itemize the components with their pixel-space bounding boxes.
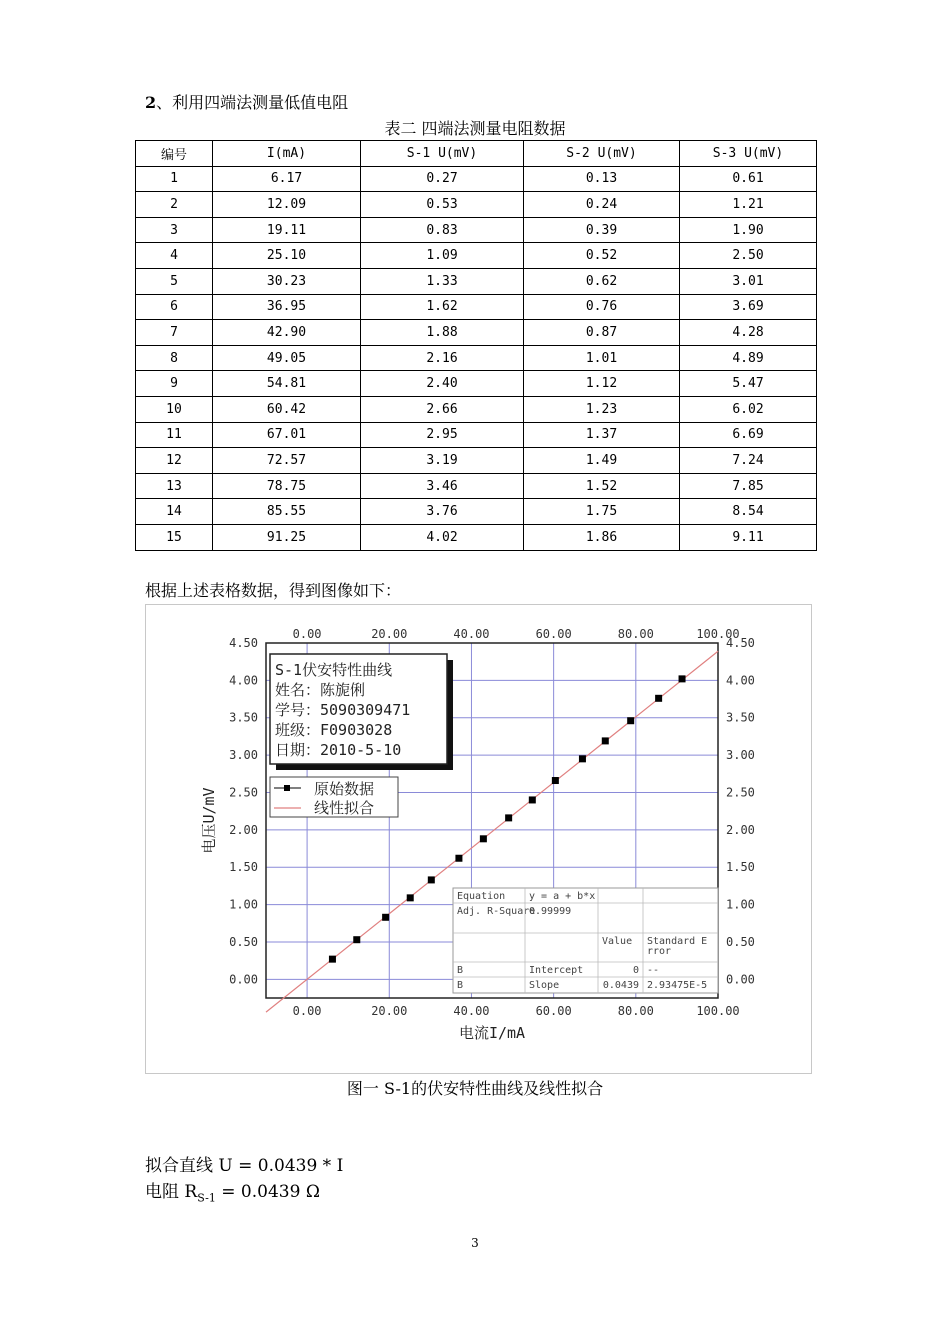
table-cell: 4 xyxy=(136,243,213,269)
fit-table-cell: B xyxy=(457,965,464,976)
x-tick-label-top: 80.00 xyxy=(617,627,654,641)
table-row xyxy=(136,243,817,269)
table-cell: 2.50 xyxy=(680,243,817,269)
table-cell: 4.02 xyxy=(361,524,524,550)
table-cell: 3 xyxy=(136,217,213,243)
y-tick-label-right: 0.00 xyxy=(726,972,755,987)
y-tick-label: 4.00 xyxy=(229,673,258,688)
table-cell: 1.01 xyxy=(524,345,680,371)
table-cell: 3.69 xyxy=(680,294,817,320)
table-cell: 0.39 xyxy=(524,217,680,243)
fit-table-cell: B xyxy=(457,980,464,991)
fit-table-cell: 2.93475E-5 xyxy=(647,980,708,991)
table-cell: 54.81 xyxy=(213,371,361,397)
col-header-s3: S-3 U(mV) xyxy=(680,141,817,167)
table-cell: 36.95 xyxy=(213,294,361,320)
x-tick-label-top: 40.00 xyxy=(453,627,490,641)
fit-table-cell: rror xyxy=(647,946,672,957)
table-cell: 1.75 xyxy=(524,499,680,525)
data-point xyxy=(353,936,360,943)
fit-table-cell: Equation xyxy=(457,891,506,902)
table-cell: 5 xyxy=(136,268,213,294)
data-point xyxy=(602,737,609,744)
x-tick-label-top: 0.00 xyxy=(292,627,322,641)
table-cell: 1.90 xyxy=(680,217,817,243)
legend-marker-square xyxy=(284,785,290,791)
table-row xyxy=(136,473,817,499)
table-row xyxy=(136,166,817,192)
y-tick-label-right: 3.50 xyxy=(726,710,755,725)
legend-label-fit: 线性拟合 xyxy=(314,799,375,817)
table-cell: 60.42 xyxy=(213,396,361,422)
table-cell: 30.23 xyxy=(213,268,361,294)
table-cell: 6 xyxy=(136,294,213,320)
section-heading: 2、利用四端法测量低值电阻 xyxy=(145,93,349,112)
table-cell: 0.27 xyxy=(361,166,524,192)
table-cell: 67.01 xyxy=(213,422,361,448)
table-row xyxy=(136,371,817,397)
data-point xyxy=(428,876,435,883)
table-cell: 5.47 xyxy=(680,371,817,397)
y-tick-label-right: 2.50 xyxy=(726,785,755,800)
info-box-line: 姓名：陈旎俐 xyxy=(275,681,366,699)
intro-text: 根据上述表格数据，得到图像如下： xyxy=(145,581,402,600)
table-cell: 1.21 xyxy=(680,192,817,218)
info-box-line: S-1伏安特性曲线 xyxy=(275,661,393,679)
y-tick-label: 0.00 xyxy=(229,972,258,987)
y-tick-label: 2.00 xyxy=(229,822,258,837)
col-header-id: 编号 xyxy=(136,141,213,167)
table-cell: 15 xyxy=(136,524,213,550)
fit-table-cell: Intercept xyxy=(529,965,584,976)
table-cell: 13 xyxy=(136,473,213,499)
table-cell: 2.40 xyxy=(361,371,524,397)
table-header-row xyxy=(136,141,817,167)
table-cell: 12.09 xyxy=(213,192,361,218)
y-axis-label: 电压U/mV xyxy=(200,787,218,854)
figure-caption: 图一 S-1的伏安特性曲线及线性拟合 xyxy=(346,1079,604,1098)
table-row xyxy=(136,396,817,422)
y-tick-label: 1.50 xyxy=(229,860,258,875)
table-cell: 1.33 xyxy=(361,268,524,294)
fit-table-cell: Standard E xyxy=(647,936,708,947)
x-tick-label-top: 60.00 xyxy=(535,627,572,641)
data-table xyxy=(135,140,817,551)
col-header-s2: S-2 U(mV) xyxy=(524,141,680,167)
x-tick-label-top: 20.00 xyxy=(371,627,408,641)
table-cell: 0.76 xyxy=(524,294,680,320)
table-row xyxy=(136,448,817,474)
chart xyxy=(146,605,811,1073)
table-cell: 0.24 xyxy=(524,192,680,218)
x-tick-label: 100.00 xyxy=(696,1004,740,1018)
x-tick-label: 20.00 xyxy=(371,1004,408,1018)
table-cell: 7 xyxy=(136,320,213,346)
table-row xyxy=(136,192,817,218)
table-row xyxy=(136,320,817,346)
table-cell: 1.88 xyxy=(361,320,524,346)
table-cell: 19.11 xyxy=(213,217,361,243)
table-row xyxy=(136,524,817,550)
y-tick-label-right: 2.00 xyxy=(726,822,755,837)
fit-table-cell: Slope xyxy=(529,980,560,991)
table-cell: 3.76 xyxy=(361,499,524,525)
data-point xyxy=(455,855,462,862)
table-cell: 0.83 xyxy=(361,217,524,243)
table-cell: 7.24 xyxy=(680,448,817,474)
table-cell: 9 xyxy=(136,371,213,397)
fit-table-cell: y = a + b*x xyxy=(529,891,596,902)
table-cell: 1.09 xyxy=(361,243,524,269)
fit-table-cell: -- xyxy=(647,965,660,976)
resistance-result: 电阻 $R_{S-1} = 0.0439$ Ω xyxy=(145,1182,320,1205)
fit-table-cell: 0.0439 xyxy=(602,980,639,991)
table-cell: 8.54 xyxy=(680,499,817,525)
table-cell: 0.53 xyxy=(361,192,524,218)
data-point xyxy=(329,956,336,963)
table-cell: 3.01 xyxy=(680,268,817,294)
table-cell: 1.23 xyxy=(524,396,680,422)
page-number: 3 xyxy=(471,1236,479,1250)
table-cell: 1.86 xyxy=(524,524,680,550)
fit-table-cell: Value xyxy=(602,936,633,947)
table-cell: 1.52 xyxy=(524,473,680,499)
table-cell: 1.12 xyxy=(524,371,680,397)
table-cell: 7.85 xyxy=(680,473,817,499)
data-point xyxy=(382,914,389,921)
data-point xyxy=(480,835,487,842)
y-tick-label-right: 3.00 xyxy=(726,748,755,763)
data-point xyxy=(552,777,559,784)
table-cell: 42.90 xyxy=(213,320,361,346)
table-row xyxy=(136,499,817,525)
y-tick-label: 0.50 xyxy=(229,934,258,949)
table-cell: 6.69 xyxy=(680,422,817,448)
info-box-line: 学号：5090309471 xyxy=(275,701,411,719)
table-cell: 8 xyxy=(136,345,213,371)
table-cell: 6.02 xyxy=(680,396,817,422)
table-row xyxy=(136,217,817,243)
table-row xyxy=(136,294,817,320)
x-tick-label: 40.00 xyxy=(453,1004,490,1018)
data-point xyxy=(679,675,686,682)
table-cell: 25.10 xyxy=(213,243,361,269)
y-tick-label: 1.00 xyxy=(229,897,258,912)
table-cell: 3.19 xyxy=(361,448,524,474)
y-tick-label: 4.50 xyxy=(229,636,258,650)
table-cell: 78.75 xyxy=(213,473,361,499)
table-cell: 85.55 xyxy=(213,499,361,525)
table-cell: 6.17 xyxy=(213,166,361,192)
y-tick-label-right: 0.50 xyxy=(726,934,755,949)
table-cell: 49.05 xyxy=(213,345,361,371)
table-cell: 2.95 xyxy=(361,422,524,448)
y-tick-label: 3.00 xyxy=(229,748,258,763)
table-cell: 72.57 xyxy=(213,448,361,474)
y-tick-label-right: 1.50 xyxy=(726,860,755,875)
y-tick-label: 2.50 xyxy=(229,785,258,800)
table-cell: 14 xyxy=(136,499,213,525)
data-point xyxy=(579,755,586,762)
data-point xyxy=(655,695,662,702)
table-cell: 0.13 xyxy=(524,166,680,192)
data-point xyxy=(407,894,414,901)
table-cell: 1.49 xyxy=(524,448,680,474)
x-axis-label: 电流I/mA xyxy=(458,1024,526,1042)
fit-table-cell: 0 xyxy=(632,965,639,976)
table-cell: 0.87 xyxy=(524,320,680,346)
table-cell: 2.66 xyxy=(361,396,524,422)
table-cell: 91.25 xyxy=(213,524,361,550)
data-point xyxy=(505,814,512,821)
col-header-s1: S-1 U(mV) xyxy=(361,141,524,167)
table-cell: 12 xyxy=(136,448,213,474)
x-tick-label: 60.00 xyxy=(535,1004,572,1018)
table-cell: 4.28 xyxy=(680,320,817,346)
table-cell: 3.46 xyxy=(361,473,524,499)
figure-frame xyxy=(145,604,812,1074)
table-cell: 0.61 xyxy=(680,166,817,192)
table-cell: 0.52 xyxy=(524,243,680,269)
x-tick-label: 80.00 xyxy=(617,1004,654,1018)
table-cell: 1.62 xyxy=(361,294,524,320)
table-row xyxy=(136,268,817,294)
table-cell: 11 xyxy=(136,422,213,448)
y-tick-label-right: 4.50 xyxy=(726,636,755,650)
data-point xyxy=(529,796,536,803)
table-caption: 表二 四端法测量电阻数据 xyxy=(384,119,566,138)
y-tick-label: 3.50 xyxy=(229,710,258,725)
info-box-line: 日期：2010-5-10 xyxy=(275,741,402,759)
y-tick-label-right: 4.00 xyxy=(726,673,755,688)
col-header-current: I(mA) xyxy=(213,141,361,167)
fit-table-cell: Adj. R-Square xyxy=(457,906,536,917)
table-cell: 2 xyxy=(136,192,213,218)
table-cell: 1.37 xyxy=(524,422,680,448)
table-row xyxy=(136,345,817,371)
y-tick-label-right: 1.00 xyxy=(726,897,755,912)
table-cell: 10 xyxy=(136,396,213,422)
table-cell: 2.16 xyxy=(361,345,524,371)
table-cell: 1 xyxy=(136,166,213,192)
table-cell: 9.11 xyxy=(680,524,817,550)
fit-table-cell: 0.99999 xyxy=(529,906,572,917)
legend-label-raw: 原始数据 xyxy=(314,780,375,798)
x-tick-label: 0.00 xyxy=(292,1004,322,1018)
x-tick-label-top: 100.00 xyxy=(696,627,740,641)
table-cell: 0.62 xyxy=(524,268,680,294)
table-cell: 4.89 xyxy=(680,345,817,371)
data-point xyxy=(627,717,634,724)
fit-line-equation: 拟合直线 U = 0.0439 * I xyxy=(145,1156,344,1176)
info-box-line: 班级：F0903028 xyxy=(275,721,393,739)
table-row xyxy=(136,422,817,448)
